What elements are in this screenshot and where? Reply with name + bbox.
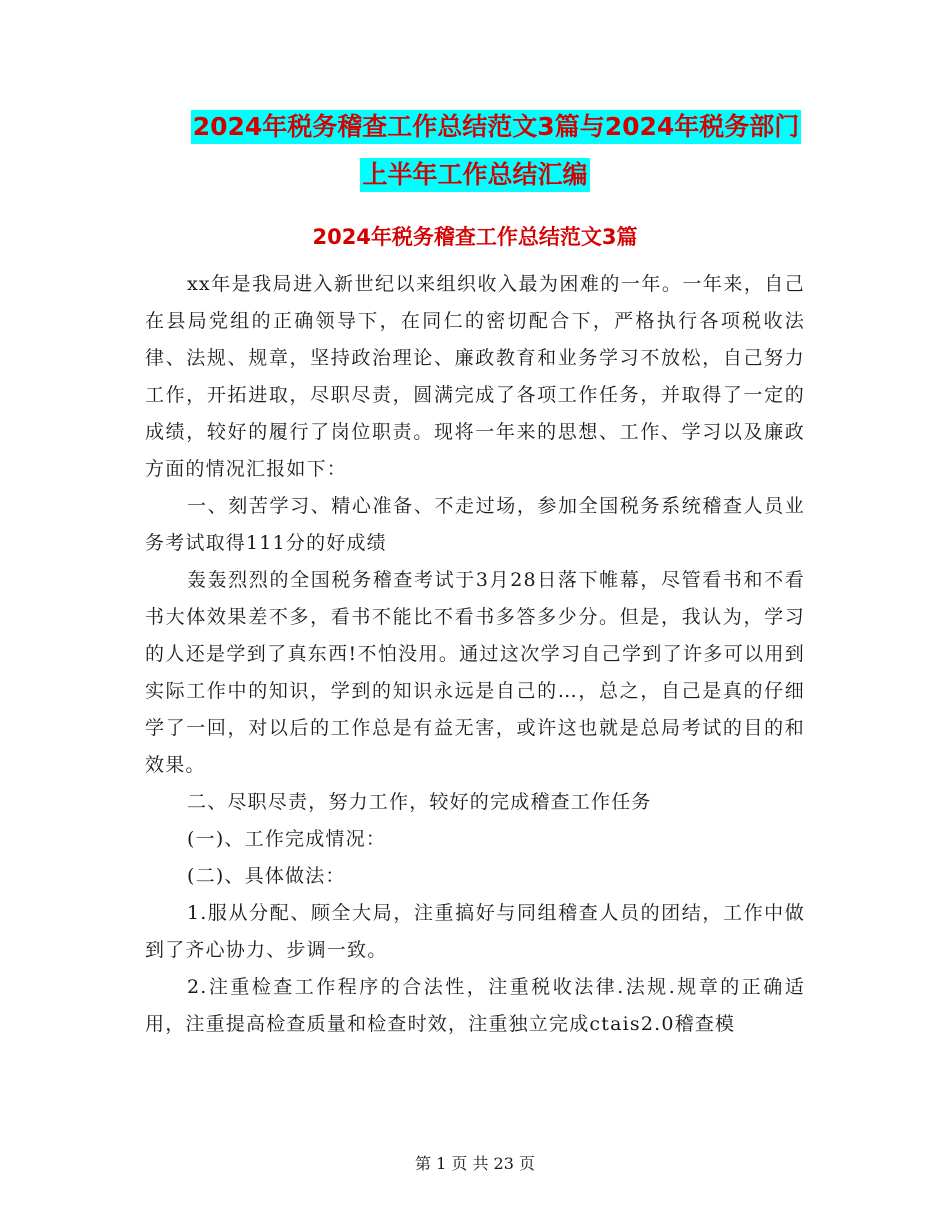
section-heading: 2024年税务稽查工作总结范文3篇 bbox=[312, 225, 638, 249]
title-line-2: 上半年工作总结汇编 bbox=[360, 158, 589, 192]
paragraph: 轰轰烈烈的全国税务稽查考试于3月28日落下帷幕，尽管看书和不看书大体效果差不多，看书不能比不看书多答多少分。但是，我认为，学习的人还是学到了真东西!不怕没用。通过这次学习自己学到了许多可以用到实际工作中的知识，学到的知识永远是自己的…，总之，自己是真的仔细学了一回，对以后的工作总是有益无害，或许这也就是总局考试的目的和效果。 bbox=[145, 569, 805, 776]
paragraph: 一、刻苦学习、精心准备、不走过场，参加全国税务系统稽查人员业务考试取得111分的好成绩 bbox=[145, 495, 805, 554]
paragraph: 2.注重检查工作程序的合法性，注重税收法律.法规.规章的正确适用，注重提高检查质量和检查时效，注重独立完成ctais2.0稽查模 bbox=[145, 976, 805, 1035]
document-title bbox=[0, 110, 950, 192]
paragraph: 1.服从分配、顾全大局，注重搞好与同组稽查人员的团结，工作中做到了齐心协力、步调一致。 bbox=[145, 902, 805, 961]
page-footer: 第 1 页 共 23 页 bbox=[415, 1154, 535, 1173]
title-line-1: 2024年税务稽查工作总结范文3篇与2024年税务部门 bbox=[191, 110, 802, 144]
paragraph: (二)、具体做法： bbox=[187, 865, 346, 887]
document-body bbox=[145, 266, 805, 1043]
paragraph: 二、尽职尽责，努力工作，较好的完成稽查工作任务 bbox=[187, 791, 652, 813]
paragraph: xx年是我局进入新世纪以来组织收入最为困难的一年。一年来，自己在县局党组的正确领导下，在同仁的密切配合下，严格执行各项税收法律、法规、规章，坚持政治理论、廉政教育和业务学习不放松，自己努力工作，开拓进取，尽职尽责，圆满完成了各项工作任务，并取得了一定的成绩，较好的履行了岗位职责。现将一年来的思想、工作、学习以及廉政方面的情况汇报如下： bbox=[145, 273, 805, 480]
paragraph: (一)、工作完成情况： bbox=[187, 828, 387, 850]
